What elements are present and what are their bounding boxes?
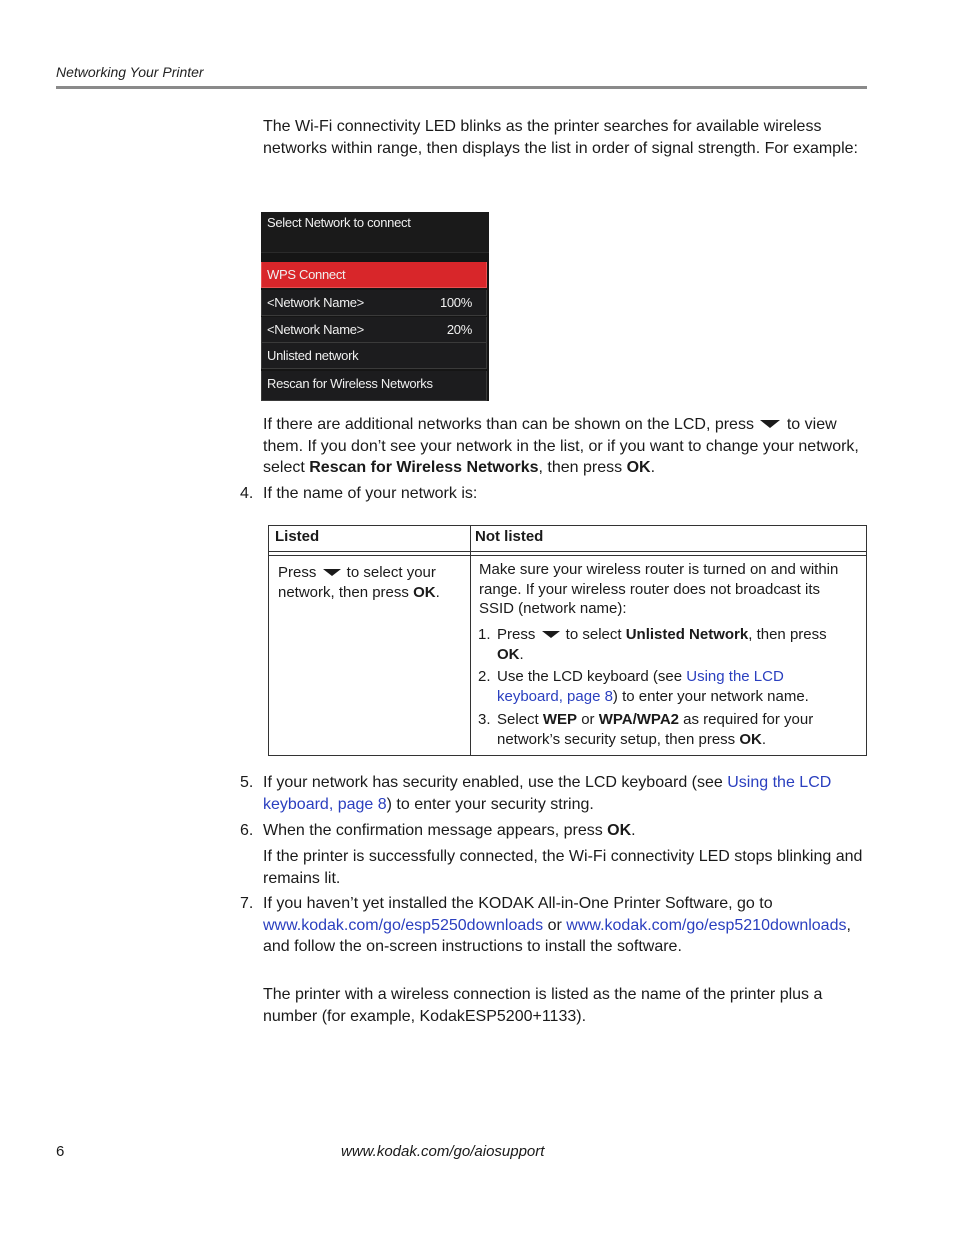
text: as required for your network’s security setup, then press xyxy=(497,711,814,748)
text: Use the LCD keyboard (see xyxy=(497,668,687,685)
step-7-text xyxy=(263,893,867,958)
more-networks-paragraph xyxy=(263,414,867,479)
ok-label: OK xyxy=(497,645,520,663)
text: . xyxy=(761,730,767,748)
network-table xyxy=(268,525,867,756)
table-divider xyxy=(470,526,471,755)
step-6-note: If the printer is successfully connected, the Wi-Fi connectivity LED stops blinking and remains lit. xyxy=(263,848,863,887)
not-listed-step-2 xyxy=(497,667,842,706)
step-4-text: If the name of your network is: xyxy=(263,485,478,502)
sub-step-number: 3. xyxy=(478,711,491,728)
lcd-row-wps[interactable] xyxy=(261,262,487,288)
text: Press xyxy=(497,626,540,643)
lcd-row-name: <Network Name> xyxy=(267,322,364,337)
down-arrow-icon xyxy=(542,631,560,638)
unlisted-network-label: Unlisted Network xyxy=(625,626,749,643)
lcd-row-name: Unlisted network xyxy=(267,348,359,363)
text: to select xyxy=(561,626,626,643)
running-header: Networking Your Printer xyxy=(56,64,204,80)
text: to view them. If you don’t see your network in the list, or if you want to change your network, select xyxy=(263,416,859,476)
step-number: 7. xyxy=(240,895,254,912)
not-listed-intro: Make sure your wireless router is turned on and within range. If your wireless router does not broadcast its SSID (network name): xyxy=(479,561,839,617)
text: . xyxy=(519,645,524,663)
step-number: 5. xyxy=(240,774,254,791)
ok-label: OK xyxy=(607,822,632,839)
step-5-text xyxy=(263,772,867,815)
lcd-title-bar xyxy=(261,212,489,253)
text: . xyxy=(650,459,656,476)
lcd-row-rescan[interactable] xyxy=(261,371,487,401)
step-number: 6. xyxy=(240,822,254,839)
wpa-label: WPA/WPA2 xyxy=(598,711,679,728)
wep-label: WEP xyxy=(542,711,578,728)
lcd-row-network-1[interactable] xyxy=(261,290,487,316)
table-header-listed: Listed xyxy=(275,528,320,545)
ok-label: OK xyxy=(739,730,762,748)
text: ) to enter your security string. xyxy=(386,795,594,813)
text: When the confirmation message appears, press xyxy=(263,822,608,839)
lcd-title: Select Network to connect xyxy=(267,215,411,230)
lcd-row-name: <Network Name> xyxy=(267,295,364,310)
table-divider xyxy=(269,551,866,552)
lcd-row-name: WPS Connect xyxy=(267,267,346,282)
rescan-label: Rescan for Wireless Networks xyxy=(309,459,539,476)
step-6-text xyxy=(263,820,867,842)
footer-url: www.kodak.com/go/aiosupport xyxy=(341,1143,545,1160)
text: or xyxy=(577,711,599,728)
not-listed-step-1 xyxy=(497,625,857,664)
lcd-screen xyxy=(261,212,489,401)
intro-paragraph: The Wi-Fi connectivity LED blinks as the printer searches for available wireless networks within range, then displays the list in order of signal strength. For example: xyxy=(263,118,858,157)
step-7-note: The printer with a wireless connection is listed as the name of the printer plus a number (for example, KodakESP5200+1133). xyxy=(263,986,823,1025)
lcd-keyboard-link[interactable]: Using the LCD keyboard, page 8 xyxy=(263,774,832,813)
sub-step-number: 1. xyxy=(478,626,491,643)
text: , and follow the on-screen instructions to install the software. xyxy=(263,916,851,955)
ok-label: OK xyxy=(413,583,436,601)
text: If your network has security enabled, use the LCD keyboard (see xyxy=(263,774,728,791)
down-arrow-icon xyxy=(323,569,341,576)
esp5250-downloads-link[interactable]: www.kodak.com/go/esp5250downloads xyxy=(263,916,544,934)
text: ) to enter your network name. xyxy=(612,687,809,705)
sub-step-number: 2. xyxy=(478,668,491,685)
step-number: 4. xyxy=(240,485,254,502)
lcd-keyboard-link[interactable]: Using the LCD keyboard, page 8 xyxy=(497,668,784,705)
not-listed-step-3 xyxy=(497,710,857,749)
lcd-row-signal: 100% xyxy=(439,295,472,310)
esp5210-downloads-link[interactable]: www.kodak.com/go/esp5210downloads xyxy=(566,916,847,934)
down-arrow-icon xyxy=(760,420,780,428)
text: Press xyxy=(278,564,321,581)
lcd-row-network-2[interactable] xyxy=(261,317,487,343)
table-divider xyxy=(269,555,866,556)
text: to select your network, then press xyxy=(278,564,436,601)
text: . xyxy=(631,822,636,839)
lcd-row-name: Rescan for Wireless Networks xyxy=(267,376,433,391)
lcd-row-unlisted[interactable] xyxy=(261,343,487,369)
text: Select xyxy=(497,711,543,728)
lcd-row-signal: 20% xyxy=(446,322,472,337)
page-number: 6 xyxy=(56,1143,65,1160)
header-rule xyxy=(56,86,867,89)
text: or xyxy=(543,916,567,934)
text: If there are additional networks than can be shown on the LCD, press xyxy=(263,416,759,433)
listed-cell xyxy=(278,563,463,602)
text: . xyxy=(435,583,440,601)
text: , then press xyxy=(538,459,627,476)
text: If you haven’t yet installed the KODAK All-in-One Printer Software, go to xyxy=(263,895,773,912)
table-header-not-listed: Not listed xyxy=(475,528,544,545)
text: , then press xyxy=(748,626,827,643)
ok-label: OK xyxy=(626,459,651,476)
